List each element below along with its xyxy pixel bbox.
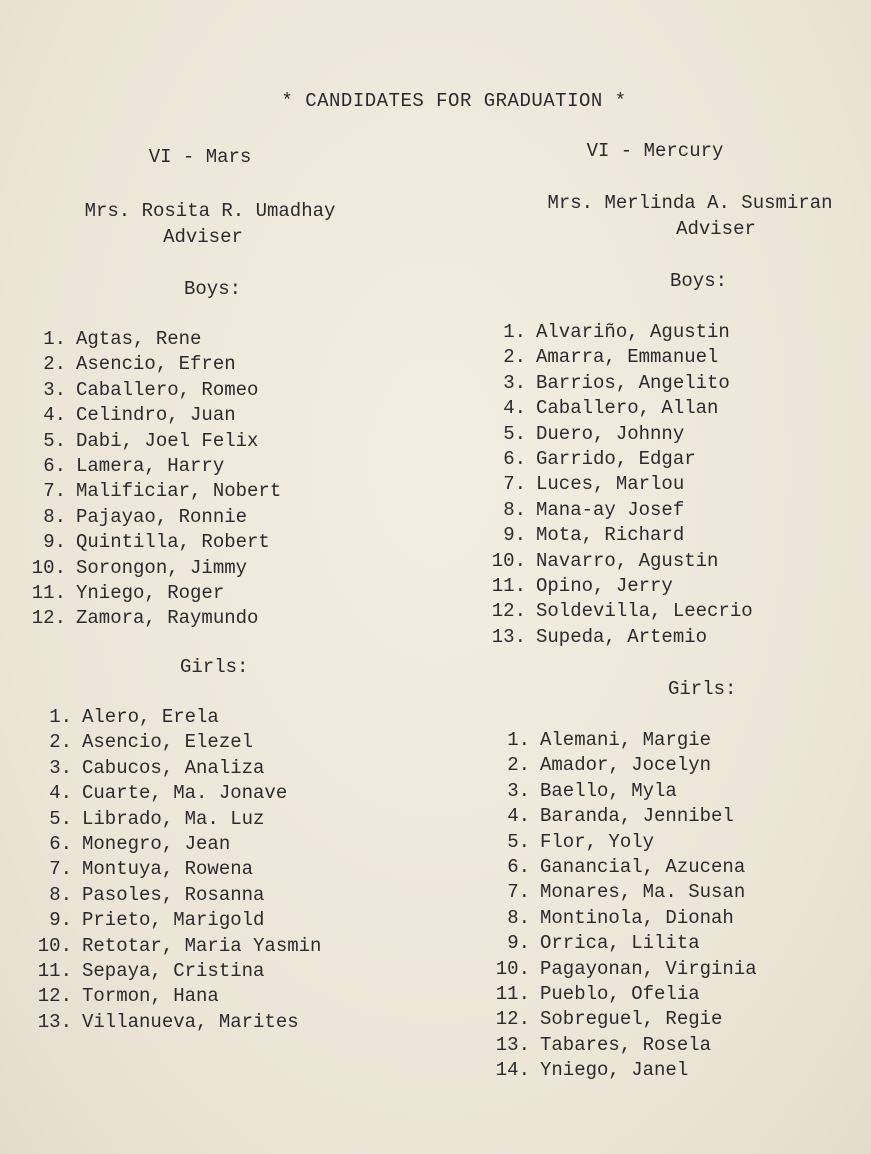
student-name: Retotar, Maria Yasmin <box>82 934 322 957</box>
student-name: Pueblo, Ofelia <box>540 982 700 1005</box>
student-name: Amarra, Emmanuel <box>536 346 719 369</box>
student-name: Soldevilla, Leecrio <box>536 600 753 623</box>
boys-list <box>28 327 281 632</box>
boys-list <box>488 320 753 650</box>
list-item <box>492 906 757 931</box>
list-item <box>28 327 281 352</box>
student-name: Garrido, Edgar <box>536 447 696 470</box>
adviser-label: Adviser <box>676 218 756 240</box>
student-name: Montinola, Dionah <box>540 906 734 929</box>
list-item <box>34 807 321 832</box>
item-number: 11. <box>31 581 66 604</box>
student-name: Baranda, Jennibel <box>540 805 734 828</box>
student-name: Flor, Yoly <box>540 830 655 853</box>
item-number: 5. <box>503 422 526 445</box>
boys-heading: Boys: <box>670 270 728 292</box>
item-number: 6. <box>503 447 526 470</box>
student-name: Alvariño, Agustin <box>536 321 730 343</box>
list-item <box>488 625 753 650</box>
item-number: 12. <box>495 1008 530 1031</box>
list-item <box>492 728 757 753</box>
student-name: Pasoles, Rosanna <box>82 883 265 906</box>
item-number: 3. <box>49 756 72 779</box>
list-item <box>488 523 753 548</box>
student-name: Asencio, Elezel <box>82 731 254 754</box>
list-item <box>28 606 281 631</box>
list-item <box>488 320 753 345</box>
student-name: Malificiar, Nobert <box>76 480 282 503</box>
list-item <box>28 352 281 377</box>
item-number: 4. <box>503 397 526 420</box>
item-number: 3. <box>507 779 530 802</box>
list-item <box>34 781 321 806</box>
student-name: Luces, Marlou <box>536 473 685 496</box>
section-title: VI - Mars <box>148 146 252 168</box>
boys-heading: Boys: <box>184 278 242 300</box>
student-name: Caballero, Allan <box>536 397 719 420</box>
student-name: Villanueva, Marites <box>82 1010 299 1033</box>
item-number: 2. <box>507 754 530 777</box>
item-number: 1. <box>503 321 526 343</box>
item-number: 6. <box>507 855 530 878</box>
student-name: Sepaya, Cristina <box>82 959 265 982</box>
student-name: Mana-ay Josef <box>536 498 685 521</box>
item-number: 13. <box>37 1010 72 1033</box>
item-number: 12. <box>37 985 72 1008</box>
student-name: Pagayonan, Virginia <box>540 957 757 980</box>
item-number: 13. <box>491 625 526 648</box>
item-number: 4. <box>43 404 66 427</box>
list-item <box>492 779 757 804</box>
item-number: 5. <box>507 830 530 853</box>
student-name: Caballero, Romeo <box>76 378 259 401</box>
list-item <box>34 857 321 882</box>
list-item <box>28 454 281 479</box>
list-item <box>488 422 753 447</box>
list-item <box>492 855 757 880</box>
student-name: Prieto, Marigold <box>82 909 265 932</box>
section-title: VI - Mercury <box>586 140 724 162</box>
list-item <box>34 959 321 984</box>
list-item <box>34 984 321 1009</box>
student-name: Mota, Richard <box>536 524 685 547</box>
student-name: Ganancial, Azucena <box>540 855 746 878</box>
item-number: 8. <box>43 505 66 528</box>
student-name: Librado, Ma. Luz <box>82 807 265 830</box>
item-number: 7. <box>49 858 72 881</box>
girls-heading: Girls: <box>668 678 737 700</box>
item-number: 10. <box>31 556 66 579</box>
list-item <box>488 345 753 370</box>
list-item <box>492 804 757 829</box>
item-number: 2. <box>43 353 66 376</box>
student-name: Zamora, Raymundo <box>76 607 259 630</box>
item-number: 1. <box>43 328 66 350</box>
list-item <box>488 549 753 574</box>
item-number: 7. <box>503 473 526 496</box>
list-item <box>488 498 753 523</box>
student-name: Tormon, Hana <box>82 985 219 1008</box>
item-number: 9. <box>49 909 72 932</box>
item-number: 10. <box>491 549 526 572</box>
list-item <box>28 403 281 428</box>
item-number: 8. <box>507 906 530 929</box>
list-item <box>492 830 757 855</box>
item-number: 8. <box>49 883 72 906</box>
student-name: Montuya, Rowena <box>82 858 254 881</box>
student-name: Cuarte, Ma. Jonave <box>82 782 288 805</box>
item-number: 7. <box>43 480 66 503</box>
student-name: Asencio, Efren <box>76 353 236 376</box>
list-item <box>488 574 753 599</box>
item-number: 13. <box>495 1033 530 1056</box>
item-number: 7. <box>507 881 530 904</box>
student-name: Alero, Erela <box>82 706 219 728</box>
student-name: Sobreguel, Regie <box>540 1008 723 1031</box>
list-item <box>34 1010 321 1035</box>
list-item <box>28 581 281 606</box>
list-item <box>492 1033 757 1058</box>
item-number: 2. <box>503 346 526 369</box>
list-item <box>34 705 321 730</box>
list-item <box>28 556 281 581</box>
item-number: 5. <box>49 807 72 830</box>
item-number: 5. <box>43 429 66 452</box>
student-name: Alemani, Margie <box>540 729 712 751</box>
list-item <box>492 1058 757 1083</box>
item-number: 10. <box>495 957 530 980</box>
item-number: 8. <box>503 498 526 521</box>
list-item <box>488 371 753 396</box>
item-number: 4. <box>507 805 530 828</box>
item-number: 9. <box>43 531 66 554</box>
student-name: Quintilla, Robert <box>76 531 270 554</box>
list-item <box>488 599 753 624</box>
list-item <box>488 447 753 472</box>
student-name: Tabares, Rosela <box>540 1033 712 1056</box>
student-name: Baello, Myla <box>540 779 677 802</box>
student-name: Barrios, Angelito <box>536 371 730 394</box>
item-number: 9. <box>507 932 530 955</box>
list-item <box>28 429 281 454</box>
list-item <box>492 931 757 956</box>
list-item <box>488 472 753 497</box>
adviser-label: Adviser <box>163 226 243 248</box>
list-item <box>492 753 757 778</box>
list-item <box>34 730 321 755</box>
student-name: Opino, Jerry <box>536 574 673 597</box>
list-item <box>492 1007 757 1032</box>
list-item <box>34 832 321 857</box>
student-name: Sorongon, Jimmy <box>76 556 248 579</box>
list-item <box>488 396 753 421</box>
list-item <box>28 530 281 555</box>
girls-heading: Girls: <box>180 656 249 678</box>
girls-list <box>492 728 757 1083</box>
adviser-name: Mrs. Rosita R. Umadhay <box>84 200 336 222</box>
item-number: 14. <box>495 1059 530 1082</box>
item-number: 6. <box>43 454 66 477</box>
item-number: 1. <box>49 706 72 728</box>
student-name: Monares, Ma. Susan <box>540 881 746 904</box>
student-name: Celindro, Juan <box>76 404 236 427</box>
list-item <box>492 880 757 905</box>
student-name: Supeda, Artemio <box>536 625 708 648</box>
list-item <box>34 908 321 933</box>
student-name: Navarro, Agustin <box>536 549 719 572</box>
student-name: Pajayao, Ronnie <box>76 505 248 528</box>
student-name: Agtas, Rene <box>76 328 202 350</box>
adviser-name: Mrs. Merlinda A. Susmiran <box>547 192 833 214</box>
item-number: 4. <box>49 782 72 805</box>
student-name: Yniego, Roger <box>76 581 225 604</box>
item-number: 11. <box>37 959 72 982</box>
student-name: Yniego, Janel <box>540 1059 689 1082</box>
item-number: 12. <box>491 600 526 623</box>
list-item <box>34 883 321 908</box>
student-name: Duero, Johnny <box>536 422 685 445</box>
item-number: 1. <box>507 729 530 751</box>
item-number: 9. <box>503 524 526 547</box>
list-item <box>28 505 281 530</box>
girls-list <box>34 705 321 1035</box>
item-number: 10. <box>37 934 72 957</box>
student-name: Monegro, Jean <box>82 832 231 855</box>
list-item <box>34 756 321 781</box>
student-name: Cabucos, Analiza <box>82 756 265 779</box>
item-number: 12. <box>31 607 66 630</box>
list-item <box>492 982 757 1007</box>
page-title: * CANDIDATES FOR GRADUATION * <box>281 90 627 112</box>
item-number: 2. <box>49 731 72 754</box>
student-name: Amador, Jocelyn <box>540 754 712 777</box>
list-item <box>28 479 281 504</box>
list-item <box>28 378 281 403</box>
item-number: 3. <box>43 378 66 401</box>
list-item <box>34 934 321 959</box>
item-number: 3. <box>503 371 526 394</box>
item-number: 11. <box>495 982 530 1005</box>
student-name: Orrica, Lilita <box>540 932 700 955</box>
student-name: Lamera, Harry <box>76 454 225 477</box>
student-name: Dabi, Joel Felix <box>76 429 259 452</box>
item-number: 6. <box>49 832 72 855</box>
list-item <box>492 957 757 982</box>
item-number: 11. <box>491 574 526 597</box>
